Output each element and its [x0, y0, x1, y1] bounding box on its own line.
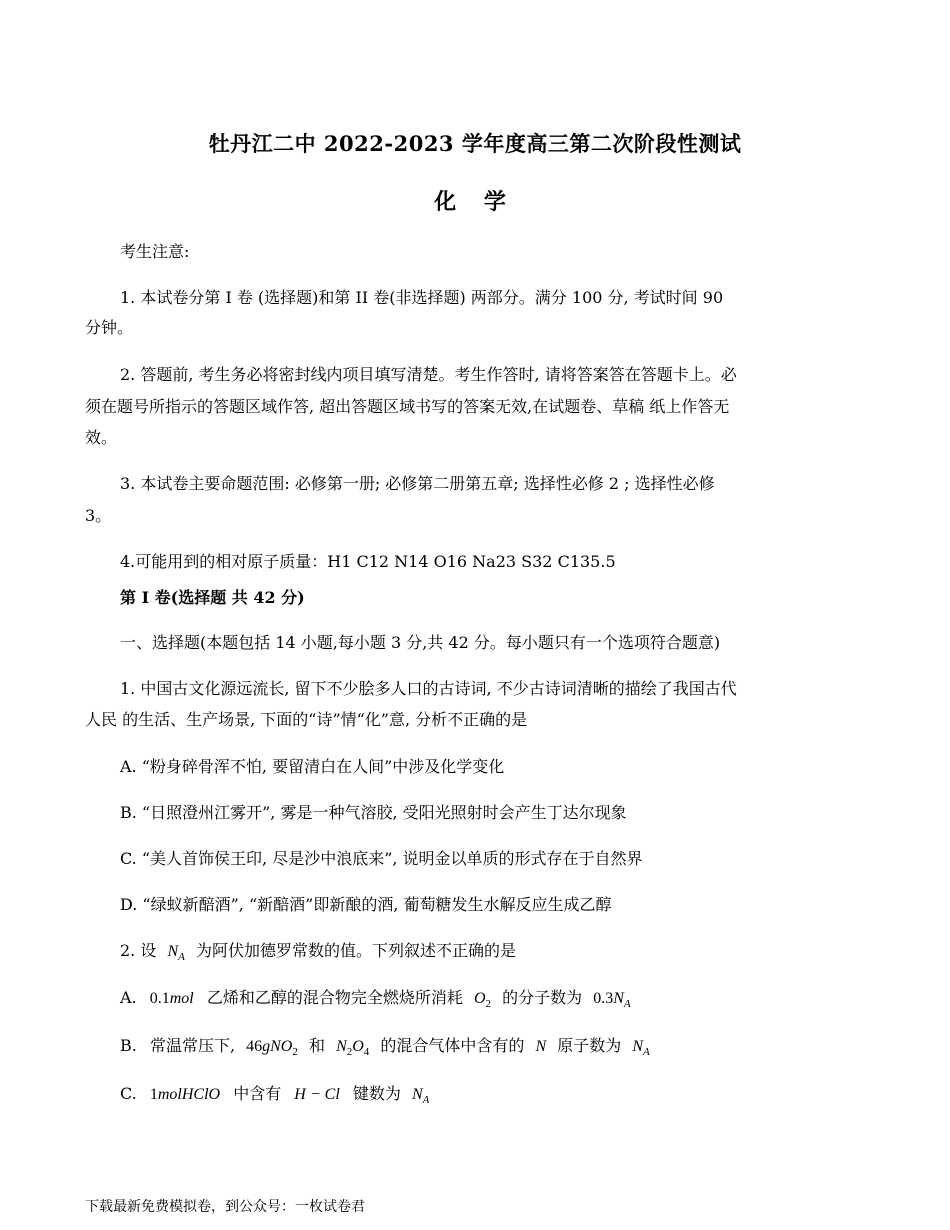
q2b-n2o4: [336, 1038, 370, 1059]
q2c-amount: [150, 1086, 220, 1103]
q2a-unit: mol: [169, 990, 194, 1007]
q2c-answer: [411, 1086, 430, 1107]
q2b-answer-sub: A: [643, 1046, 650, 1059]
notice-item-1-line-2: 分钟。: [85, 318, 134, 337]
q2a-amount: [150, 988, 194, 1007]
notice-item-2-line-3: 效。: [85, 428, 118, 447]
notice-item-3-line-1: 3. 本试卷主要命题范围: 必修第一册; 必修第二册第五章; 选择性必修 2 ; 选择性必修: [120, 474, 715, 493]
avogadro-sub: A: [178, 951, 185, 964]
q2b-text-1: 常温常压下,: [149, 1036, 236, 1055]
q2b-n2o4-sub2: 4: [363, 1046, 370, 1059]
q2-stem-post: 为阿伏加德罗常数的值。下列叙述不正确的是: [195, 941, 516, 960]
q1-option-b: B. “日照澄州江雾开”, 雾是一种气溶胶, 受阳光照射时会产生丁达尔现象: [120, 803, 627, 822]
q2a-o-sub: 2: [485, 998, 491, 1011]
q2a-label: A.: [120, 988, 137, 1007]
subject-title: 化 学: [434, 189, 516, 215]
q2b-label: B.: [120, 1036, 137, 1055]
q1-stem-line-1: 1. 中国古文化源远流长, 留下不少脍多人口的古诗词, 不少古诗词清晰的描绘了我国古代: [120, 679, 737, 698]
q2c-text-1: 中含有: [233, 1084, 282, 1103]
q2-stem: [120, 941, 516, 967]
q2-option-b: [120, 1036, 650, 1062]
q2a-answer: [593, 990, 631, 1011]
q2b-n-symbol: N: [535, 1038, 547, 1055]
q2c-number: 1: [149, 1086, 158, 1103]
q2b-formula: NO: [270, 1038, 293, 1055]
avogadro-symbol: [167, 943, 185, 964]
q2a-answer-num: 0.3: [593, 990, 614, 1007]
q2-stem-pre: 2. 设: [120, 941, 157, 960]
q1-option-a: A. “粉身碎骨浑不怕, 要留清白在人间”中涉及化学变化: [120, 757, 505, 776]
q2c-unit: molHClO: [157, 1086, 221, 1103]
q2a-o: O: [473, 990, 486, 1007]
q2b-text-4: 原子数为: [557, 1036, 622, 1055]
q2b-text-2: 和: [308, 1036, 325, 1055]
q1-stem-line-2: 人民 的生活、生产场景, 下面的“诗”情“化”意, 分析不正确的是: [85, 710, 528, 729]
q2b-number: 46: [246, 1038, 263, 1055]
part-one-title: 第 I 卷(选择题 共 42 分): [120, 588, 305, 607]
notice-item-2-line-1: 2. 答题前, 考生务必将密封线内项目填写清楚。考生作答时, 请将答案答在答题卡上。必: [120, 365, 737, 384]
q2c-answer-sub: A: [422, 1094, 430, 1107]
avogadro-n: N: [167, 943, 179, 960]
q1-option-c: C. “美人首饰侯王印, 尽是沙中浪底来”, 说明金以单质的形式存在于自然界: [120, 849, 643, 868]
q2c-label: C.: [120, 1084, 137, 1103]
q2b-n2o4-sub1: 2: [346, 1046, 353, 1059]
q2c-bond: H − Cl: [294, 1086, 340, 1103]
q2b-amount: [246, 1038, 298, 1059]
q2b-n2o4-n: N: [336, 1038, 347, 1055]
notice-item-2-line-2: 须在题号所指示的答题区域作答, 超出答题区域书写的答案无效,在试题卷、草稿 纸上作答无: [85, 397, 730, 416]
q2a-answer-n: N: [613, 990, 624, 1007]
q2-option-a: [120, 988, 631, 1014]
q2c-text-2: 键数为: [352, 1084, 401, 1103]
exam-title: 牡丹江二中 2022-2023 学年度高三第二次阶段性测试: [208, 131, 742, 156]
q1-option-d: D. “绿蚁新醅酒”, “新醅酒”即新酿的酒, 葡萄糖发生水解反应生成乙醇: [120, 895, 612, 914]
q2b-unit: g: [262, 1038, 271, 1055]
q2a-text-2: 的分子数为: [502, 988, 583, 1007]
q2a-text-1: 乙烯和乙醇的混合物完全燃烧所消耗: [206, 988, 463, 1007]
q2c-answer-n: N: [411, 1086, 423, 1103]
notice-item-3-line-2: 3。: [85, 506, 112, 525]
notice-item-4: 4.可能用到的相对原子质量：H1 C12 N14 O16 Na23 S32 C135.5: [120, 552, 616, 571]
q2a-oxygen: [473, 990, 491, 1011]
section-intro: 一、选择题(本题包括 14 小题,每小题 3 分,共 42 分。每小题只有一个选项符合题意): [120, 633, 721, 652]
q2a-answer-sub: A: [623, 998, 631, 1011]
q2b-answer-n: N: [632, 1038, 644, 1055]
footer-note: 下载最新免费模拟卷，到公众号：一枚试卷君: [85, 1199, 365, 1215]
q2b-answer: [632, 1038, 650, 1059]
q2-option-c: [120, 1084, 429, 1110]
q2b-formula-sub: 2: [292, 1046, 298, 1059]
q2a-number: 0.1: [149, 990, 170, 1007]
q2b-n2o4-o: O: [352, 1038, 364, 1055]
q2b-text-3: 的混合气体中含有的: [380, 1036, 525, 1055]
notice-item-1-line-1: 1. 本试卷分第 I 卷 (选择题)和第 II 卷(非选择题) 两部分。满分 100 分, 考试时间 90: [120, 288, 724, 307]
notice-heading: 考生注意:: [120, 242, 190, 261]
